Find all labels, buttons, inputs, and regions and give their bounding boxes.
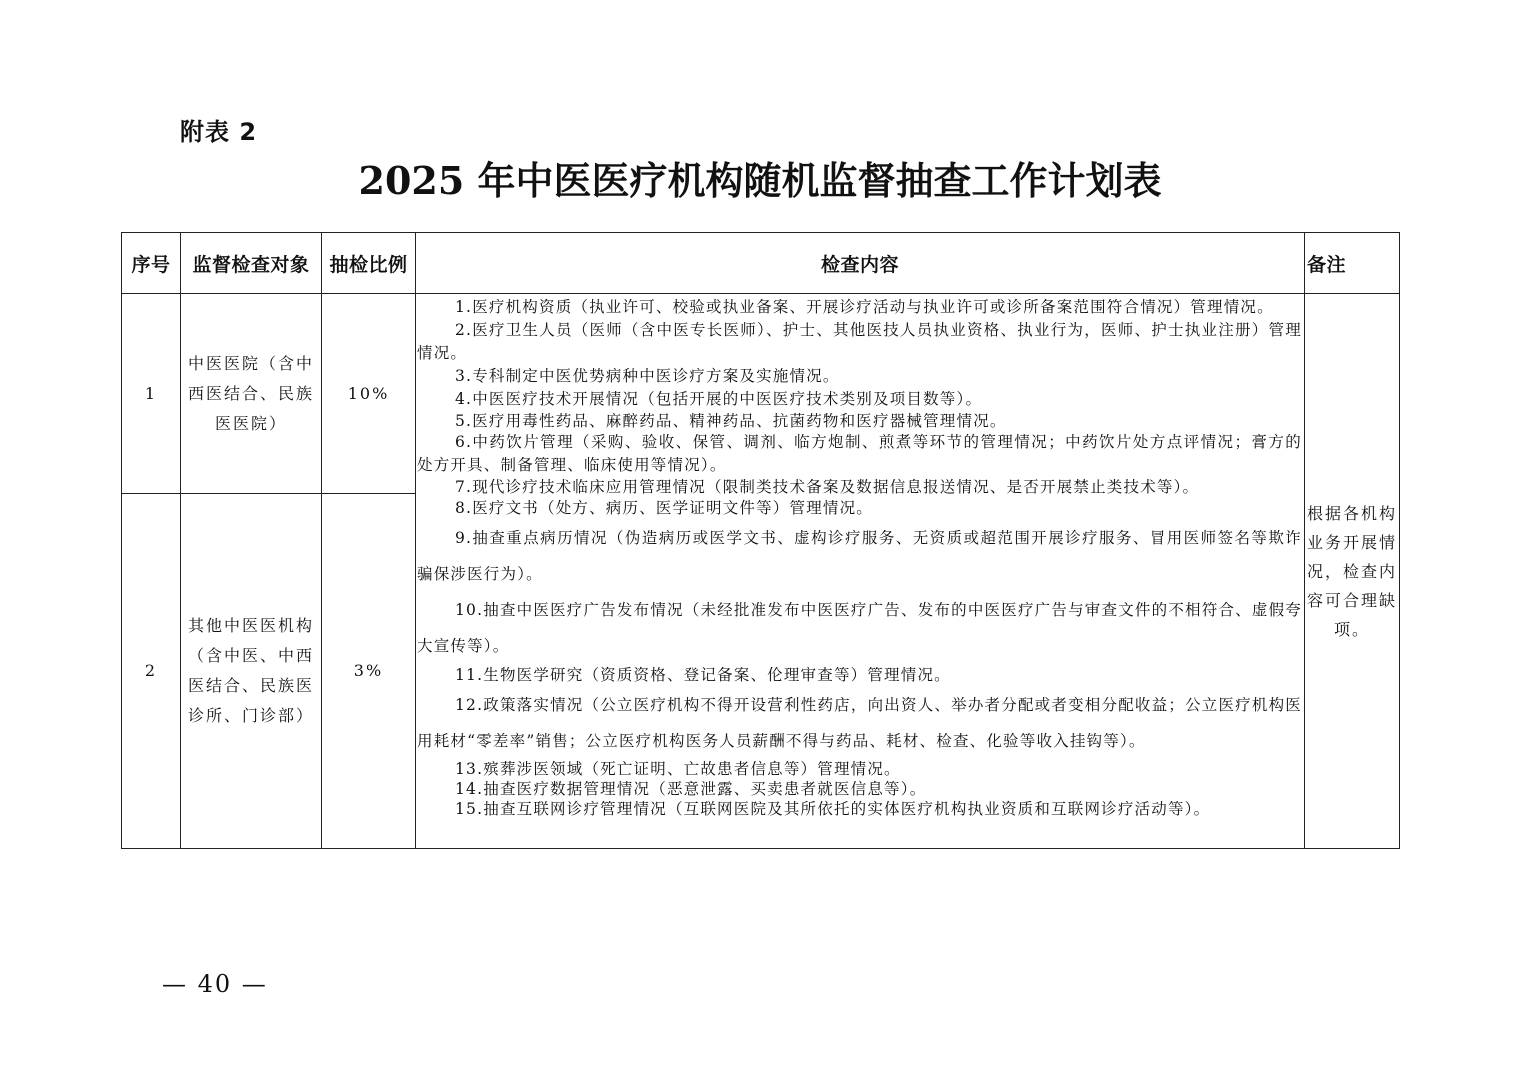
row-target: 其他中医医机构（含中医、中西医结合、民族医诊所、门诊部） <box>181 494 322 849</box>
document-title: 2025 年中医医疗机构随机监督抽查工作计划表 <box>358 158 1162 203</box>
header-target: 监督检查对象 <box>181 233 322 294</box>
content-item: 6.中药饮片管理（采购、验收、保管、调剂、临方炮制、煎煮等环节的管理情况；中药饮片处方点评情况；膏方的处方开具、制备管理、临床使用等情况）。 <box>417 433 1302 474</box>
inspection-plan-table <box>121 232 1400 849</box>
inspection-content-cell <box>416 294 1305 849</box>
table-header-row <box>122 233 1400 294</box>
content-item: 1.医疗机构资质（执业许可、校验或执业备案、开展诊疗活动与执业许可或诊所备案范围符合情况）管理情况。 <box>455 298 1274 316</box>
row-seq: 1 <box>122 294 181 494</box>
content-item: 10.抽查中医医疗广告发布情况（未经批准发布中医医疗广告、发布的中医医疗广告与审查文件的不相符合、虚假夸大宣传等）。 <box>417 601 1302 655</box>
table-row <box>122 294 1400 494</box>
attachment-label: 附表 2 <box>180 118 258 146</box>
header-ratio: 抽检比例 <box>322 233 416 294</box>
content-item: 13.殡葬涉医领域（死亡证明、亡故患者信息等）管理情况。 <box>455 760 901 778</box>
content-item: 9.抽查重点病历情况（伪造病历或医学文书、虚构诊疗服务、无资质或超范围开展诊疗服务、冒用医师签名等欺诈骗保涉医行为）。 <box>417 529 1302 583</box>
content-item: 2.医疗卫生人员（医师（含中医专长医师）、护士、其他医技人员执业资格、执业行为，医师、护士执业注册）管理情况。 <box>417 321 1302 362</box>
content-item: 7.现代诊疗技术临床应用管理情况（限制类技术备案及数据信息报送情况、是否开展禁止类技术等）。 <box>455 478 1200 496</box>
content-item: 8.医疗文书（处方、病历、医学证明文件等）管理情况。 <box>455 499 873 517</box>
row-ratio: 10% <box>322 294 416 494</box>
content-item: 4.中医医疗技术开展情况（包括开展的中医医疗技术类别及项目数等）。 <box>455 390 983 408</box>
header-seq: 序号 <box>122 233 181 294</box>
row-seq: 2 <box>122 494 181 849</box>
content-item: 12.政策落实情况（公立医疗机构不得开设营利性药店，向出资人、举办者分配或者变相分配收益；公立医疗机构医用耗材“零差率”销售；公立医疗机构医务人员薪酬不得与药品、耗材、检查、化验等收入挂钩等）。 <box>417 696 1302 750</box>
remark-cell: 根据各机构业务开展情况，检查内容可合理缺项。 <box>1305 294 1400 849</box>
header-content: 检查内容 <box>416 233 1305 294</box>
content-item: 14.抽查医疗数据管理情况（恶意泄露、买卖患者就医信息等）。 <box>455 780 927 798</box>
content-item: 11.生物医学研究（资质资格、登记备案、伦理审查等）管理情况。 <box>455 666 951 684</box>
row-target: 中医医院（含中西医结合、民族医医院） <box>181 294 322 494</box>
row-ratio: 3% <box>322 494 416 849</box>
content-item: 15.抽查互联网诊疗管理情况（互联网医院及其所依托的实体医疗机构执业资质和互联网诊疗活动等）。 <box>455 800 1211 818</box>
page-number: — 40 — <box>162 970 268 998</box>
content-item: 5.医疗用毒性药品、麻醉药品、精神药品、抗菌药物和医疗器械管理情况。 <box>455 412 1007 430</box>
content-item: 3.专科制定中医优势病种中医诊疗方案及实施情况。 <box>455 367 840 385</box>
header-remark: 备注 <box>1305 233 1400 294</box>
